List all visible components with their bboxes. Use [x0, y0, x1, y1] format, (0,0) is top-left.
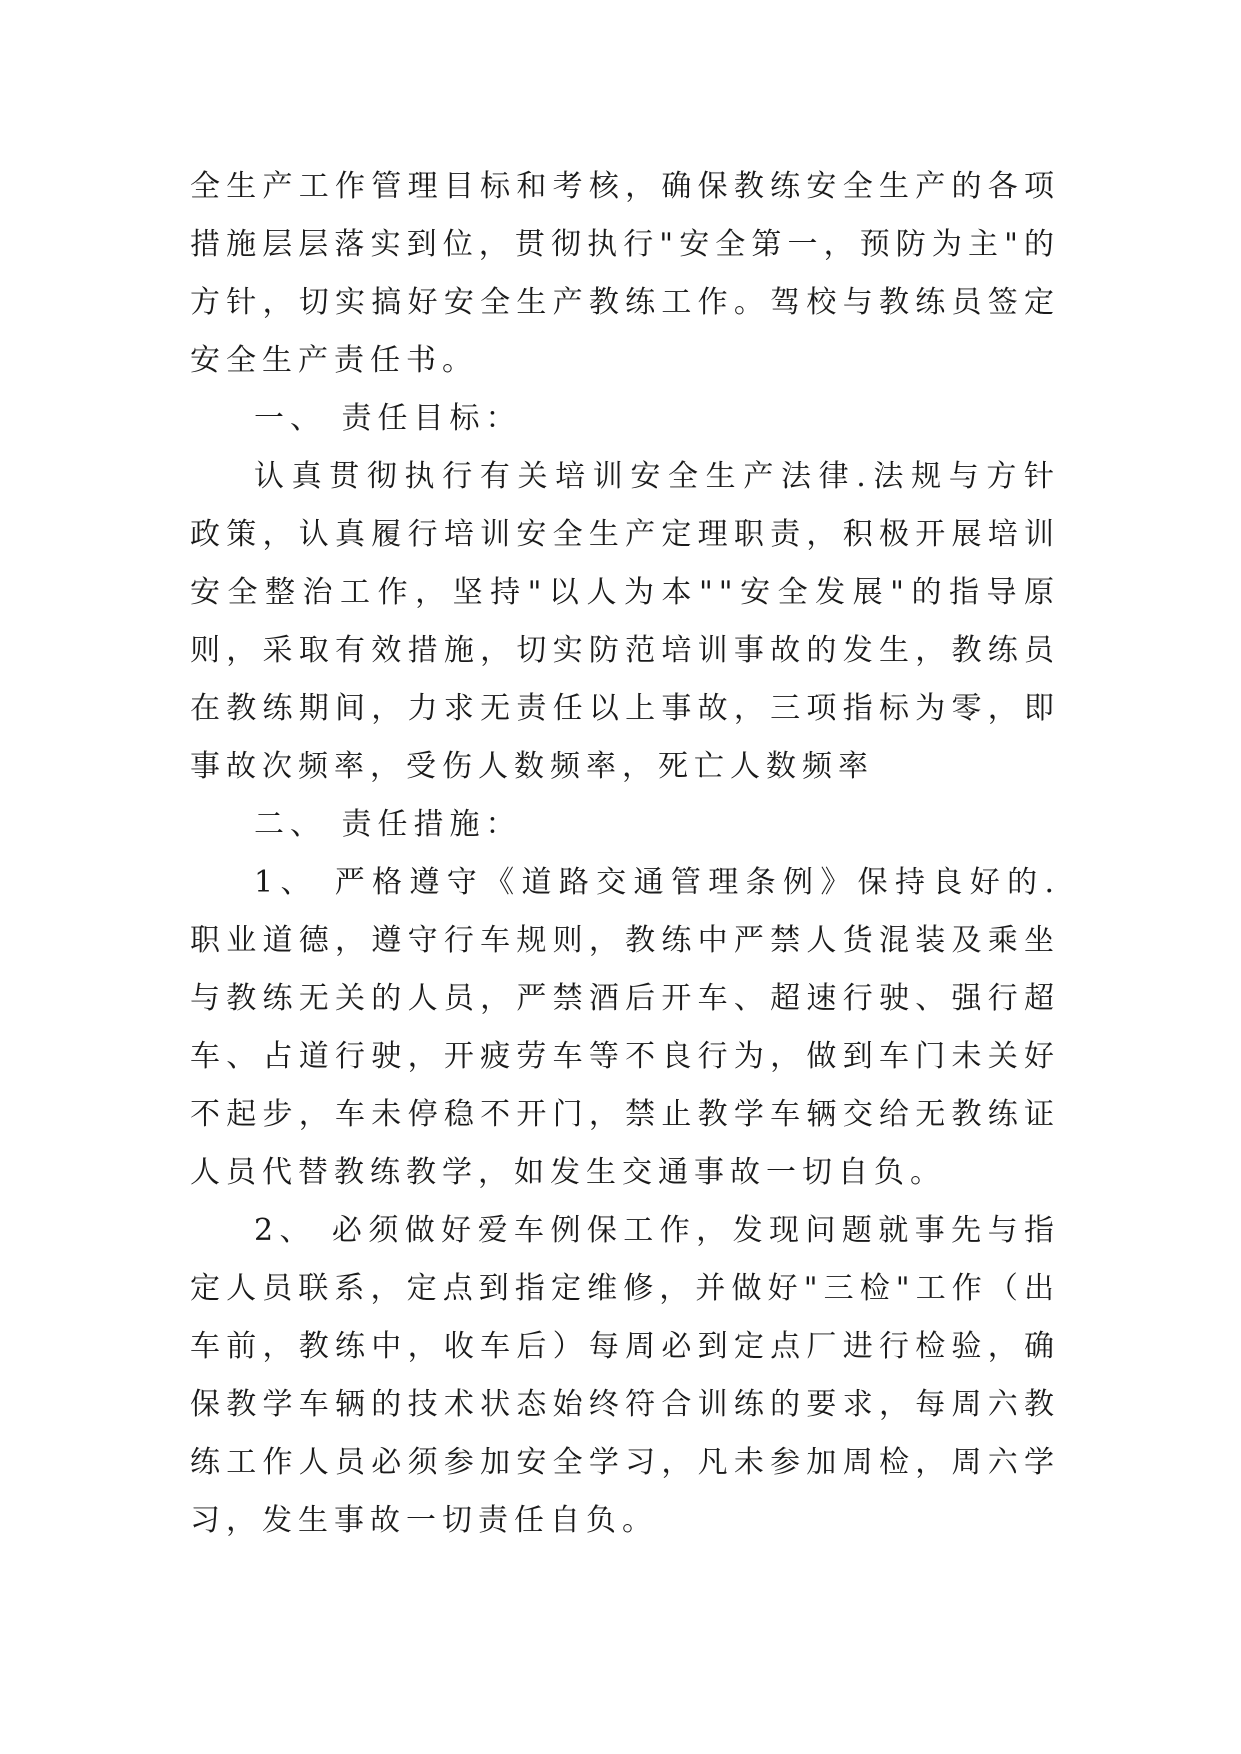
measure-item-2: 2、 必须做好爱车例保工作，发现问题就事先与指定人员联系，定点到指定维修，并做好"三检"工作（出车前，教练中，收车后）每周必到定点厂进行检验，确保教学车辆的技术状态始终符合训练的要求，每周六教练工作人员必须参加安全学习，凡未参加周检，周六学习，发生事故一切责任自负。	[190, 1213, 1060, 1538]
section-heading-measures: 二、 责任措施：	[254, 807, 522, 842]
goals-paragraph: 认真贯彻执行有关培训安全生产法律.法规与方针政策，认真履行培训安全生产定理职责，积极开展培训安全整治工作，坚持"以人为本""安全发展"的指导原则，采取有效措施，切实防范培训事故的发生，教练员在教练期间，力求无责任以上事故，三项指标为零，即事故次频率，受伤人数频率，死亡人数频率	[190, 459, 1060, 784]
document-body	[190, 158, 1060, 1550]
intro-paragraph: 全生产工作管理目标和考核，确保教练安全生产的各项措施层层落实到位，贯彻执行"安全第一，预防为主"的方针，切实搞好安全生产教练工作。驾校与教练员签定安全生产责任书。	[190, 169, 1060, 378]
section-heading-goals: 一、 责任目标：	[254, 401, 522, 436]
measure-item-1: 1、 严格遵守《道路交通管理条例》保持良好的.职业道德，遵守行车规则，教练中严禁人货混装及乘坐与教练无关的人员，严禁酒后开车、超速行驶、强行超车、占道行驶，开疲劳车等不良行为，做到车门未关好不起步，车未停稳不开门，禁止教学车辆交给无教练证人员代替教练教学，如发生交通事故一切自负。	[190, 865, 1060, 1190]
